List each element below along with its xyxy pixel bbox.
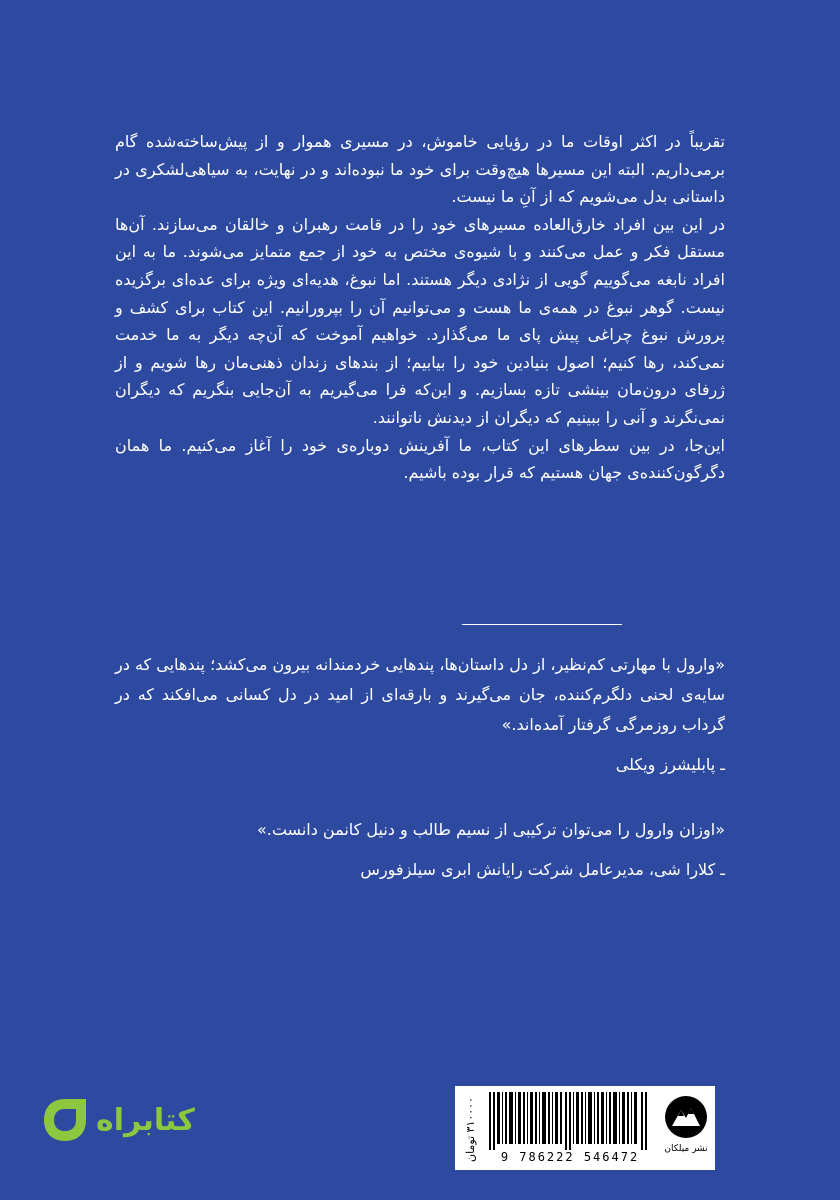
back-cover-text: [115, 128, 725, 487]
blurb-clara-shih: [115, 815, 725, 885]
blurb-attribution: ـ پابلیشرز ویکلی: [615, 755, 725, 774]
mountain-icon: [664, 1092, 708, 1142]
publisher-name: نشر میلکان: [664, 1144, 708, 1154]
ketabrah-logo: [40, 1090, 195, 1150]
section-divider: [462, 624, 622, 625]
paragraph-2: در این بین افراد خارق‌العاده مسیرهای خود را در قامت رهبران و خالقان می‌سازند. آن‌ها مستقل فکر و عمل می‌کنند و با شیوه‌ی مختص به خود از جمع متمایز می‌شوند. ما به این افراد نابغه می‌گوییم گویی از نژادی دیگر هستند. اما نبوغ، هدیه‌ای ویژه برای عده‌ای برگزیده نیست. گوهر نبوغ در همه‌ی ما هست و می‌توانیم آن را بپرورانیم. این کتاب برای کشف و پرورش نبوغ چراغی پیش پای ما می‌گذارد. خواهیم آموخت که آن‌چه دیگر به ما خدمت نمی‌کند، رها کنیم؛ اصول بنیادین خود را بیابیم؛ از بندهای زندان ذهنی‌مان رها شویم و از ژرفای درون‌مان بینشی تازه بسازیم. و این‌که فرا می‌گیریم به آن‌جایی بنگریم که دیگران نمی‌نگرند و آنی را ببینیم که دیگران از دیدنش ناتوانند.: [115, 214, 725, 427]
blurb-publishers-weekly: [115, 650, 725, 780]
paragraph-3: این‌جا، در بین سطرهای این کتاب، ما آفرینش دوباره‌ی خود را آغاز می‌کنیم. ما همان دگرگون‌کننده‌ی جهان هستیم که قرار بوده باشیم.: [115, 435, 725, 483]
publisher-logo: [663, 1092, 709, 1162]
barcode-panel: [455, 1086, 715, 1170]
blurb-quote: «اوزان وارول را می‌توان ترکیبی از نسیم طالب و دنیل کانمن دانست.»: [256, 820, 725, 839]
price-label: ۳۱۰۰۰۰ تومان: [463, 1096, 477, 1162]
barcode: [489, 1092, 649, 1150]
logo-text: کتابراه: [96, 1102, 195, 1138]
paragraph-1: تقریباً در اکثر اوقات ما در رؤیایی خاموش، در مسیری هموار و از پیش‌ساخته‌شده گام برمی‌داریم. البته این مسیرها هیچ‌وقت برای خود ما نبوده‌اند و در نهایت، به سیاهی‌لشکری در داستانی بدل می‌شویم که از آنِ ما نیست.: [115, 132, 725, 207]
blurb-quote: «وارول با مهارتی کم‌نظیر، از دل داستان‌ها، پندهایی خردمندانه بیرون می‌کشد؛ پندهایی که در سایه‌ی لحنی دلگرم‌کننده، جان می‌گیرند و بارقه‌ای از امید در دل کسانی می‌افکند که در گرداب روزمرگی گرفتار آمده‌اند.»: [115, 655, 725, 734]
isbn-number: 9 786222 546472: [500, 1150, 640, 1164]
book-icon: [40, 1095, 90, 1145]
blurb-attribution: ـ کلارا شی، مدیرعامل شرکت رایانش ابری سیلزفورس: [360, 860, 725, 879]
